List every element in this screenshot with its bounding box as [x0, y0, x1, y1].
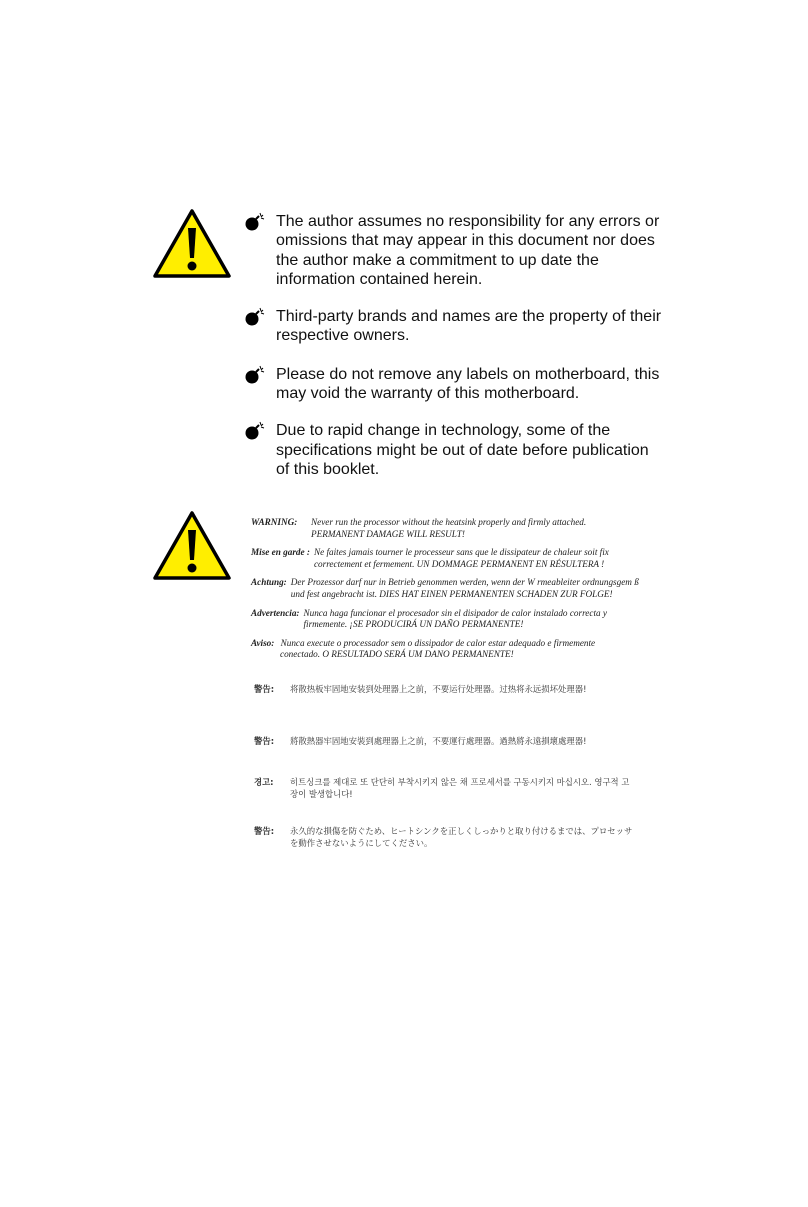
warning-text: Nunca haga funcionar el procesador sin el disipador de calor instalado correcta y firmemente. ¡SE PRODUCIRÁ UN DAÑO PERMANENTE!	[303, 607, 607, 630]
warning-text: Der Prozessor darf nur in Betrieb genommen werden, wenn der W rmeableiter ordnungsgem ß und fest angebracht ist. DIES HAT EINEN PERMANENTEN SCHADEN ZUR FOLGE!	[290, 577, 639, 599]
bomb-bullet-icon	[244, 212, 266, 232]
warning-text: 将散热板牢固地安装到处理器上之前，不要运行处理器。过热将永远损坏处理器!	[290, 684, 587, 694]
warning-en	[251, 517, 641, 540]
warning-de	[251, 577, 641, 600]
notice-text: Please do not remove any labels on motherboard, this may void the warranty of this motherboard.	[276, 365, 660, 403]
warning-text: 將散熱器牢固地安裝到處理器上之前，不要運行處理器。過熱將永遠損壞處理器!	[290, 736, 587, 746]
warning-text: conectado. O RESULTADO SERÁ UM DANO PERMANENTE!	[280, 649, 514, 660]
bomb-bullet-icon	[244, 365, 266, 385]
notice-text: Third-party brands and names are the property of their respective owners.	[276, 308, 662, 345]
warning-zh-cn	[254, 683, 634, 695]
heatsink-warnings	[251, 517, 641, 668]
notice-list	[244, 212, 664, 497]
warning-ko	[254, 776, 634, 800]
list-item	[244, 365, 664, 404]
warning-text: 永久的な損傷を防ぐため、ヒートシンクを正しくしっかりと取り付けるまでは、プロセッサを動作させないようにしてください。	[290, 826, 633, 848]
warning-fr	[251, 547, 641, 570]
warning-label: Mise en garde :	[251, 547, 310, 558]
warning-label: 警告:	[254, 736, 275, 746]
warning-triangle-icon	[152, 510, 232, 582]
list-item	[244, 421, 664, 479]
warning-pt	[251, 638, 641, 661]
list-item	[244, 212, 664, 289]
warning-text: Nunca execute o processador sem o dissipador de calor estar adequado e firmemente	[280, 637, 596, 648]
warning-text: Never run the processor without the heatsink properly and firmly attached. PERMANENT DAMAGE WILL RESULT!	[311, 517, 587, 539]
bomb-bullet-icon	[244, 307, 266, 327]
warning-text: 히트싱크를 제대로 또 단단히 부착시키지 않은 채 프로세서를 구동시키지 마십시오. 영구적 고장이 발생합니다!	[290, 777, 630, 799]
warning-label: WARNING:	[251, 517, 298, 527]
warning-label: 警告:	[254, 684, 275, 694]
warning-label: Aviso:	[251, 637, 275, 648]
notice-text: The author assumes no responsibility for any errors or omissions that may appear in this document nor does the author make a commitment to up date the information contained herein.	[276, 213, 660, 288]
warning-label: Achtung:	[251, 577, 287, 588]
warning-label: Advertencia:	[251, 607, 300, 618]
warning-triangle-icon	[152, 208, 232, 280]
bomb-bullet-icon	[244, 421, 266, 441]
warning-zh-tw	[254, 735, 634, 747]
warning-label: 경고:	[254, 777, 274, 787]
warning-label: 警告:	[254, 826, 275, 836]
notice-text: Due to rapid change in technology, some of the specifications might be out of date before publication of this booklet.	[276, 422, 649, 478]
list-item	[244, 307, 664, 346]
warning-es	[251, 608, 641, 631]
warning-ja	[254, 825, 634, 849]
warning-text: Ne faites jamais tourner le processeur sans que le dissipateur de chaleur soit fix correctement et fermement. UN DOMMAGE PERMANENT EN RÉSULTERA !	[313, 547, 609, 569]
